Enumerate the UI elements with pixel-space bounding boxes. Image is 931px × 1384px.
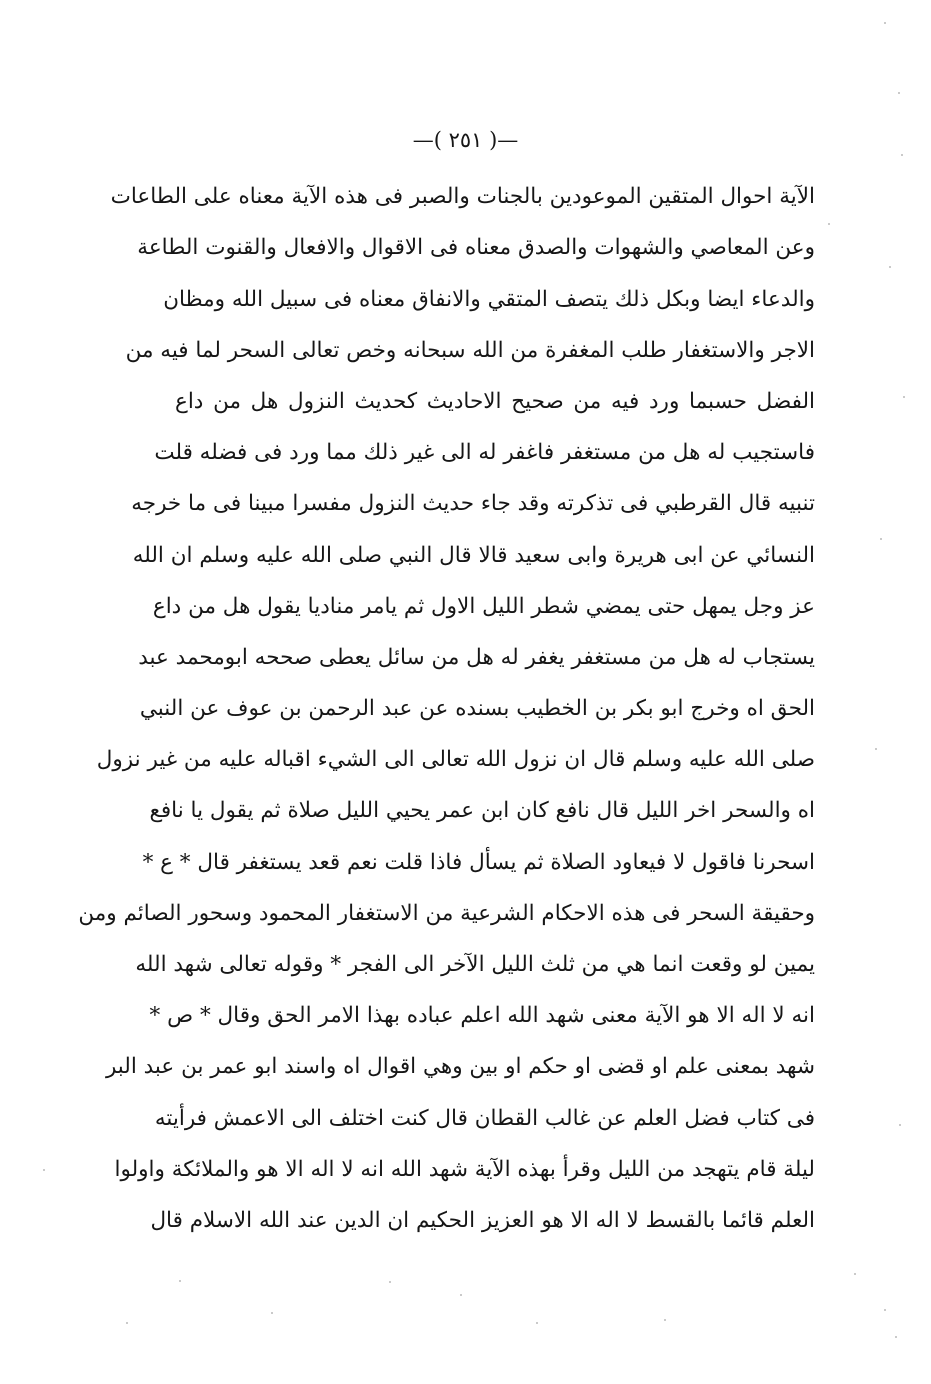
text-line-14: اسحرنا فاقول لا فيعاود الصلاة ثم يسأل فاذا قلت نعم قعد يستغفر قال * ع * [142,849,815,875]
text-line-12: صلى الله عليه وسلم قال ان نزول الله تعالى الى الشيء اقباله عليه من غير نزول [96,747,815,773]
scan-speck [460,1294,462,1296]
scan-speck [854,1273,856,1275]
text-line-19: فى كتاب فضل العلم عن غالب القطان قال كنت اختلف الى الاعمش فرأيته [154,1105,815,1131]
scan-speck [271,1312,273,1314]
scan-speck [903,396,905,398]
scan-speck [389,1281,391,1283]
text-line-5: الفضل حسبما ورد فيه من صحيح الاحاديث كحديث النزول هل من داع [175,388,815,414]
text-line-10: يستجاب له هل من مستغفر يغفر له هل من سائل يعطى صححه ابومحمد عبد [138,644,815,670]
text-line-4: الاجر والاستغفار طلب المغفرة من الله سبحانه وخص تعالى السحر لما فيه من [125,337,815,363]
text-line-18: شهد بمعنى علم او قضى او حكم او بين وهي اقوال اه واسند ابو عمر بن عبد البر [105,1054,815,1080]
text-line-15: وحقيقة السحر فى هذه الاحكام الشرعية من الاستغفار المحمود وسحور الصائم ومن [78,900,815,926]
text-line-21: العلم قائما بالقسط لا اله الا هو العزيز الحكيم ان الدين عند الله الاسلام قال [150,1207,815,1233]
scan-speck [889,266,891,268]
scan-speck [43,1169,45,1171]
page-body-text [78,172,815,1247]
text-line-16: يمين لو وقعت انما هي من ثلث الليل الآخر الى الفجر * وقوله تعالى شهد الله [135,952,815,978]
scan-speck [884,1309,886,1311]
scan-speck [884,22,886,24]
text-line-3: والدعاء ايضا وبكل ذلك يتصف المتقي والانفاق معناه فى سبيل الله ومظان [163,286,815,312]
text-line-13: اه والسحر اخر الليل قال نافع كان ابن عمر يحيي الليل صلاة ثم يقول يا نافع [149,798,815,824]
text-line-6: فاستجيب له هل من مستغفر فاغفر له الى غير ذلك مما ورد فى فضله قلت [154,440,815,466]
text-line-9: عز وجل يمهل حتى يمضي شطر الليل الاول ثم يامر مناديا يقول هل من داع [152,593,815,619]
scan-speck [898,92,900,94]
scan-speck [875,748,877,750]
scan-speck [880,538,882,540]
scan-speck [126,1322,128,1324]
scan-speck [899,1124,901,1126]
scan-speck [901,154,903,156]
scan-speck [895,1336,897,1338]
text-line-2: وعن المعاصي والشهوات والصدق معناه فى الاقوال والافعال والقنوت الطاعة [137,235,815,261]
text-line-8: النسائي عن ابى هريرة وابى سعيد قالا قال النبي صلى الله عليه وسلم ان الله [132,542,815,568]
scan-speck [664,1319,666,1321]
page-number: —( ٢٥١ )— [412,128,519,152]
scan-speck [828,223,830,225]
text-line-1: الآية احوال المتقين الموعودين بالجنات والصبر فى هذه الآية معناه على الطاعات [110,184,815,210]
text-line-11: الحق اه وخرج ابو بكر بن الخطيب بسنده عن عبد الرحمن بن عوف عن النبي [139,696,815,722]
scan-speck [179,1280,181,1282]
scan-speck [536,1322,538,1324]
text-line-7: تنبيه قال القرطبي فى تذكرته وقد جاء حديث النزول مفسرا مبينا فى ما خرجه [131,491,815,517]
text-line-17: انه لا اله الا هو الآية معنى شهد الله اعلم عباده بهذا الامر الحق وقال * ص * [149,1003,815,1029]
text-line-20: ليلة قام يتهجد من الليل وقرأ بهذه الآية شهد الله انه لا اله الا هو والملائكة واولوا [114,1156,815,1182]
